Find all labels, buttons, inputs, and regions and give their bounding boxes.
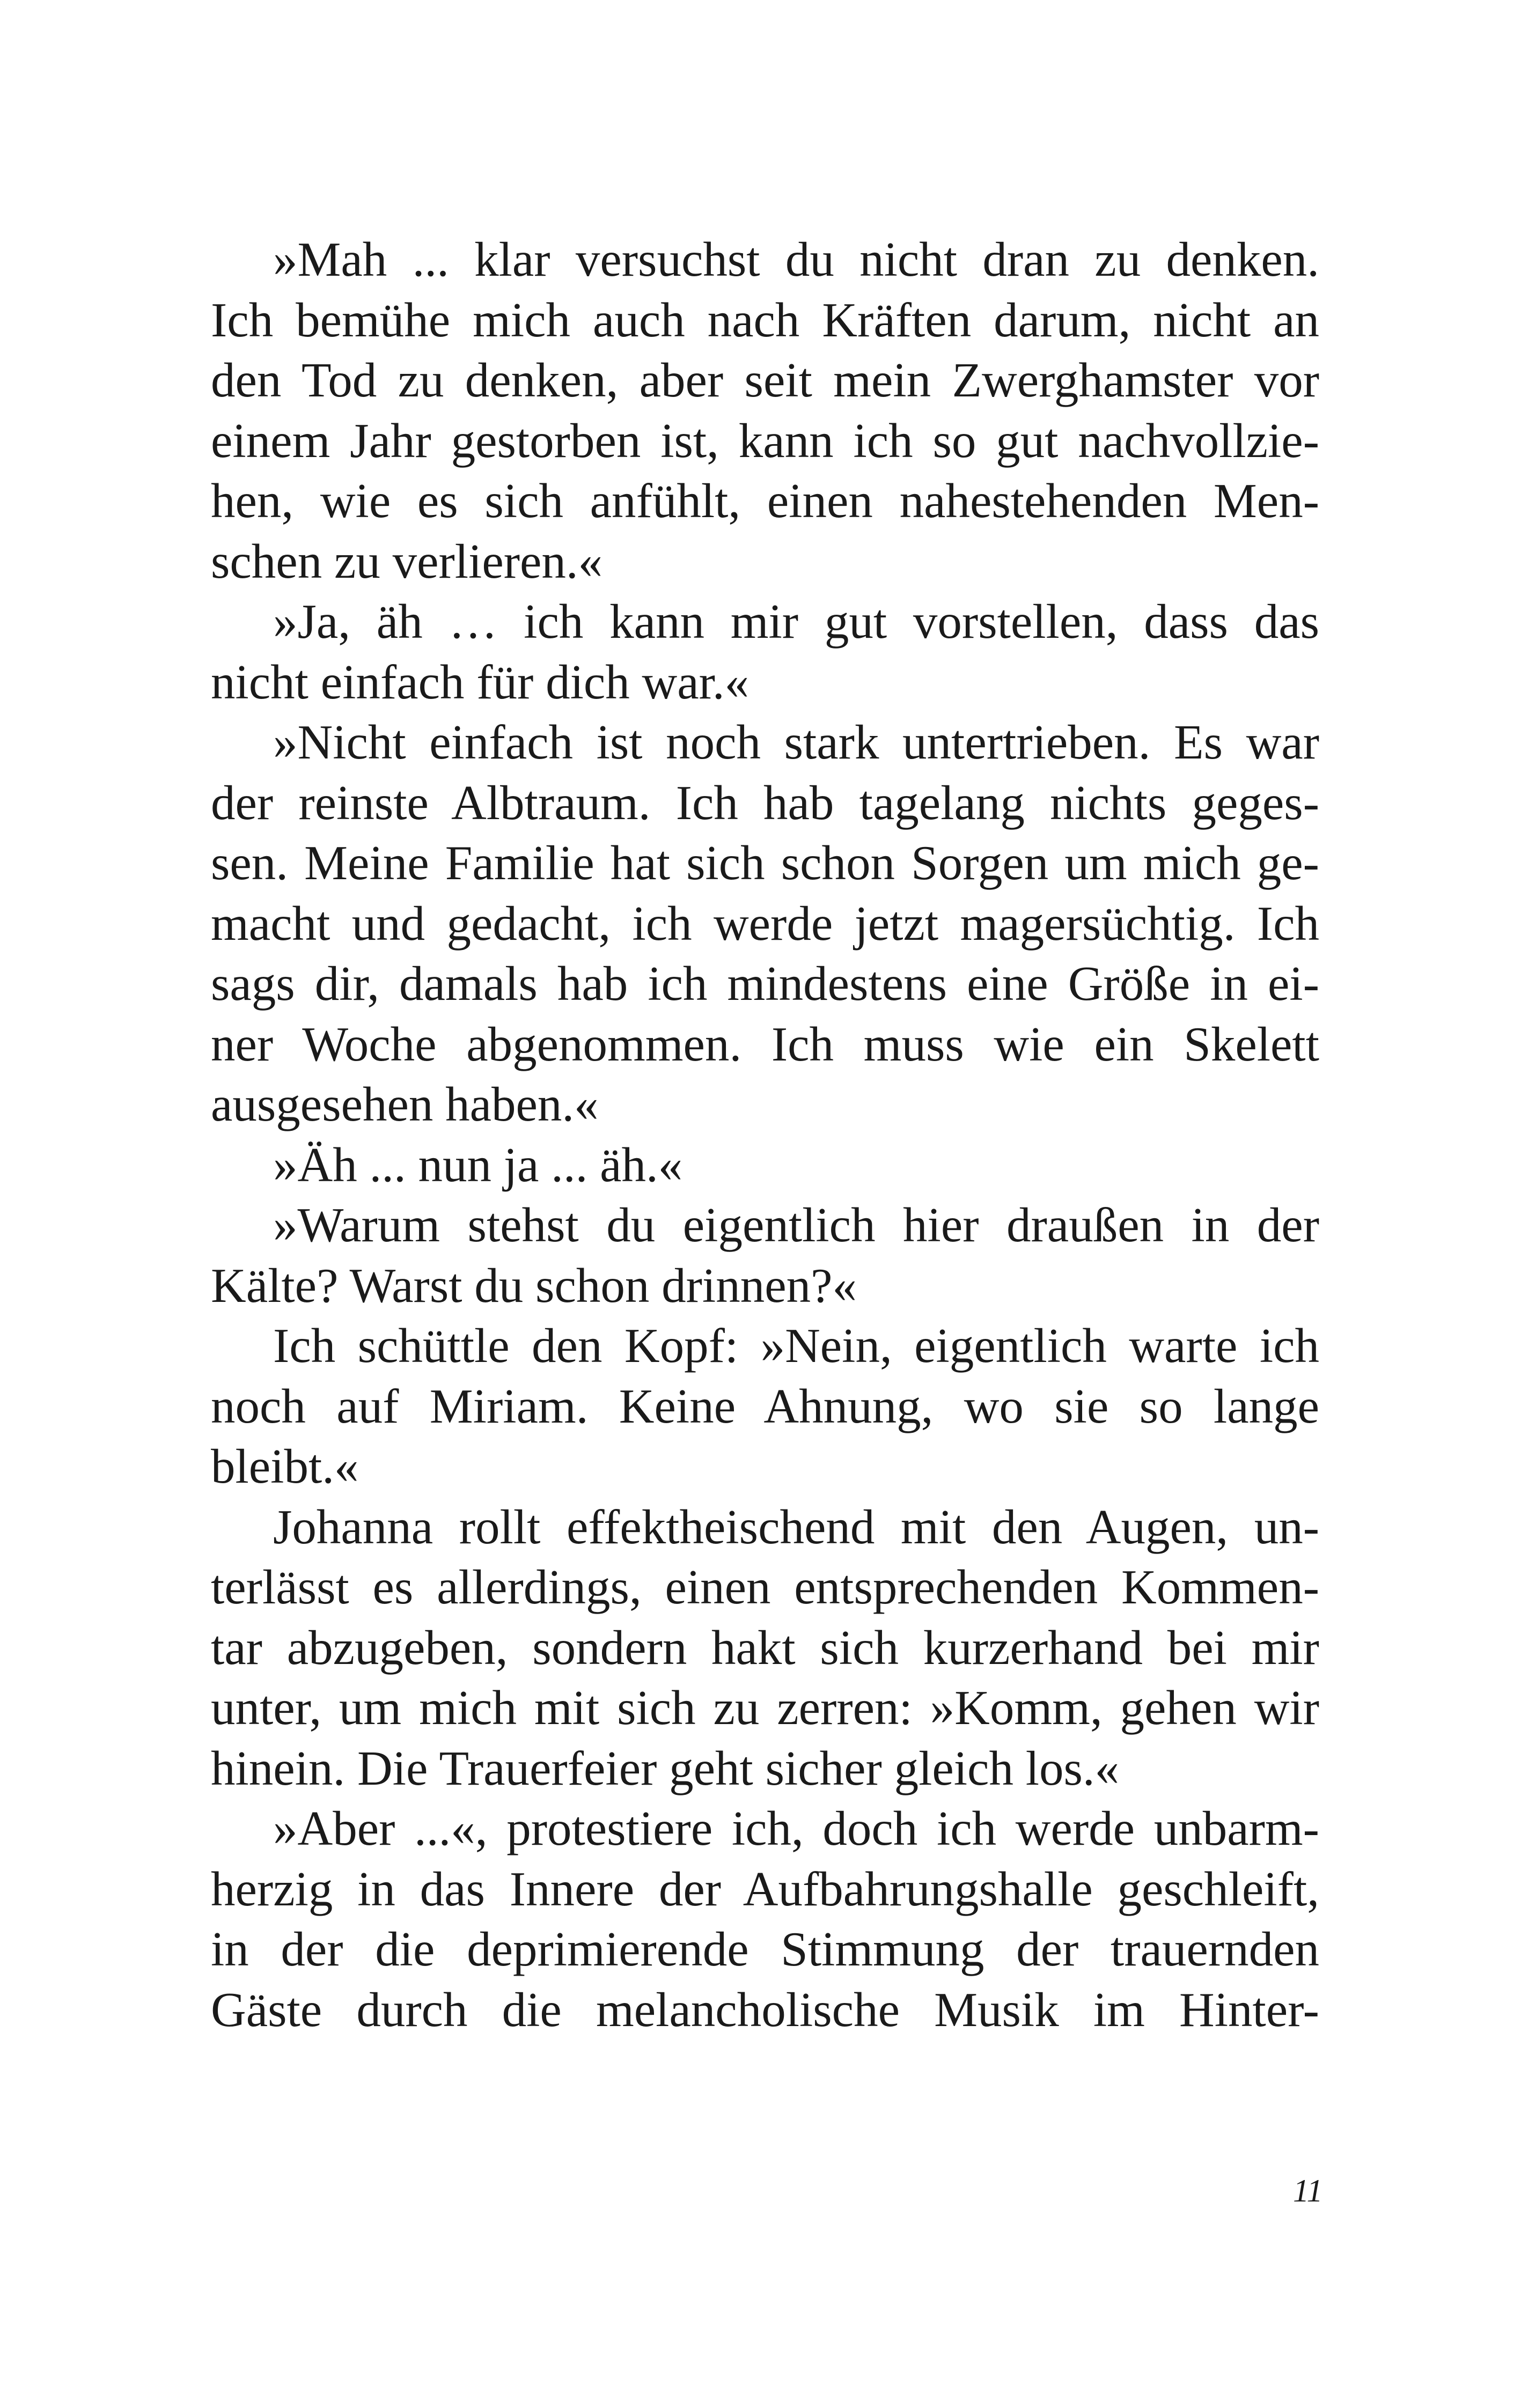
text-line: »Aber ...«, protestiere ich, doch ich werde unbarm-	[273, 1801, 1319, 1855]
text-line: ner Woche abgenommen. Ich muss wie ein Skelett	[211, 1017, 1319, 1071]
text-line: tar abzugeben, sondern hakt sich kurzerhand bei mir	[211, 1620, 1319, 1675]
text-line: Kälte? Warst du schon drinnen?«	[211, 1258, 857, 1313]
body-text	[211, 230, 1319, 2040]
text-line: hinein. Die Trauerfeier geht sicher gleich los.«	[211, 1741, 1120, 1795]
text-line: bleibt.«	[211, 1439, 359, 1493]
text-line: einem Jahr gestorben ist, kann ich so gut nachvollzie-	[211, 413, 1319, 468]
text-line: »Warum stehst du eigentlich hier draußen in der	[273, 1198, 1319, 1252]
page-number: 11	[1293, 2173, 1323, 2208]
text-line: sen. Meine Familie hat sich schon Sorgen um mich ge-	[211, 836, 1319, 890]
text-line: »Mah ... klar versuchst du nicht dran zu denken.	[273, 232, 1319, 286]
text-line: nicht einfach für dich war.«	[211, 654, 750, 709]
text-line: macht und gedacht, ich werde jetzt magersüchtig. Ich	[211, 896, 1319, 951]
text-line: Johanna rollt effektheischend mit den Augen, un-	[273, 1499, 1319, 1554]
text-line: sags dir, damals hab ich mindestens eine Größe in ei-	[211, 956, 1319, 1011]
text-line: »Nicht einfach ist noch stark untertrieben. Es war	[273, 715, 1319, 769]
text-line: »Ja, äh … ich kann mir gut vorstellen, dass das	[273, 594, 1319, 649]
text-line: noch auf Miriam. Keine Ahnung, wo sie so lange	[211, 1379, 1319, 1433]
text-line: schen zu verlieren.«	[211, 534, 603, 588]
text-line: den Tod zu denken, aber seit mein Zwerghamster vor	[211, 353, 1319, 407]
text-line: hen, wie es sich anfühlt, einen nahestehenden Men-	[211, 474, 1319, 528]
text-line: der reinste Albtraum. Ich hab tagelang nichts geges-	[211, 775, 1319, 830]
text-line: terlässt es allerdings, einen entsprechenden Kommen-	[211, 1560, 1319, 1614]
text-line: in der die deprimierende Stimmung der trauernden	[211, 1922, 1319, 1976]
text-line: herzig in das Innere der Aufbahrungshalle geschleift,	[211, 1861, 1319, 1916]
text-line: Gäste durch die melancholische Musik im Hinter-	[211, 1982, 1319, 2037]
text-line: unter, um mich mit sich zu zerren: »Komm, gehen wir	[211, 1681, 1319, 1735]
text-line: »Äh ... nun ja ... äh.«	[273, 1137, 683, 1192]
text-line: Ich schüttle den Kopf: »Nein, eigentlich warte ich	[273, 1319, 1319, 1373]
text-line: ausgesehen haben.«	[211, 1077, 599, 1131]
text-line: Ich bemühe mich auch nach Kräften darum, nicht an	[211, 292, 1319, 347]
